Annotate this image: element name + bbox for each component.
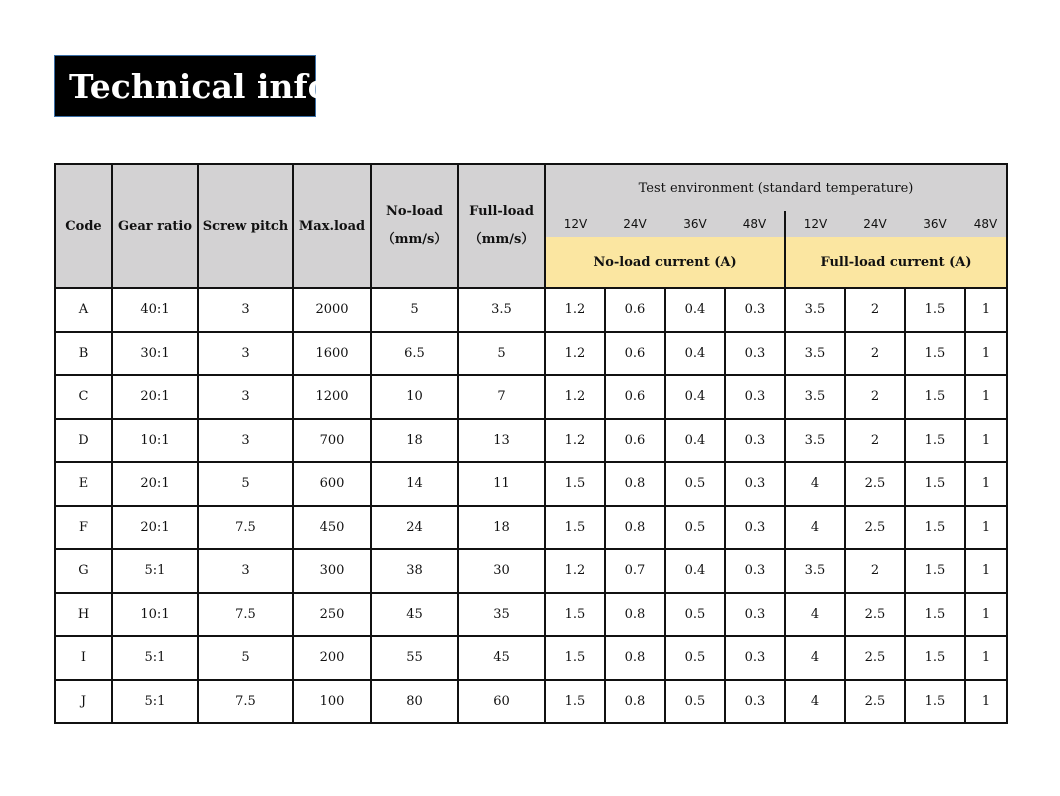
cell-no-load-speed: 80 — [371, 680, 458, 724]
header-test-environment: Test environment (standard temperature) — [545, 164, 1007, 211]
cell-no-load-current-24v: 0.8 — [605, 680, 665, 724]
cell-full-load-current-12v: 4 — [785, 506, 845, 550]
cell-no-load-current-12v: 1.2 — [545, 288, 605, 332]
cell-full-load-current-24v: 2 — [845, 375, 905, 419]
table-row — [55, 593, 1007, 637]
header-screw-pitch: Screw pitch — [198, 164, 293, 288]
cell-gear-ratio: 5:1 — [112, 636, 198, 680]
cell-gear-ratio: 20:1 — [112, 506, 198, 550]
cell-gear-ratio: 40:1 — [112, 288, 198, 332]
cell-screw-pitch: 3 — [198, 549, 293, 593]
cell-max-load: 1600 — [293, 332, 371, 376]
cell-gear-ratio: 5:1 — [112, 549, 198, 593]
cell-full-load-current-48v: 1 — [965, 636, 1007, 680]
cell-no-load-current-36v: 0.5 — [665, 462, 725, 506]
header-no-load-voltage: 36V — [665, 211, 725, 237]
cell-no-load-current-48v: 0.3 — [725, 462, 785, 506]
header-no-load-voltage: 48V — [725, 211, 785, 237]
header-no-load-unit: （mm/s） — [381, 232, 448, 247]
cell-no-load-current-36v: 0.4 — [665, 288, 725, 332]
cell-code: D — [55, 419, 112, 463]
cell-full-load-current-12v: 4 — [785, 636, 845, 680]
cell-no-load-speed: 38 — [371, 549, 458, 593]
cell-no-load-current-48v: 0.3 — [725, 419, 785, 463]
cell-full-load-current-36v: 1.5 — [905, 375, 965, 419]
header-no-load-current: No-load current (A) — [545, 237, 785, 288]
table-row — [55, 636, 1007, 680]
header-no-load — [371, 164, 458, 288]
cell-full-load-speed: 35 — [458, 593, 545, 637]
cell-gear-ratio: 10:1 — [112, 593, 198, 637]
cell-screw-pitch: 5 — [198, 636, 293, 680]
cell-no-load-current-36v: 0.5 — [665, 506, 725, 550]
technical-spec-table — [54, 163, 1008, 724]
header-no-load-label: No-load — [385, 204, 444, 219]
cell-full-load-current-48v: 1 — [965, 549, 1007, 593]
cell-full-load-current-36v: 1.5 — [905, 288, 965, 332]
header-no-load-voltage: 12V — [545, 211, 605, 237]
cell-no-load-current-24v: 0.6 — [605, 332, 665, 376]
cell-no-load-speed: 55 — [371, 636, 458, 680]
cell-code: E — [55, 462, 112, 506]
header-full-load-voltage: 48V — [965, 211, 1007, 237]
cell-no-load-speed: 5 — [371, 288, 458, 332]
cell-max-load: 450 — [293, 506, 371, 550]
cell-max-load: 250 — [293, 593, 371, 637]
header-full-load-unit: （mm/s） — [468, 232, 535, 247]
cell-no-load-current-48v: 0.3 — [725, 549, 785, 593]
cell-no-load-current-12v: 1.5 — [545, 506, 605, 550]
cell-screw-pitch: 3 — [198, 419, 293, 463]
cell-max-load: 600 — [293, 462, 371, 506]
header-no-load-voltage: 24V — [605, 211, 665, 237]
cell-max-load: 700 — [293, 419, 371, 463]
cell-full-load-current-24v: 2.5 — [845, 593, 905, 637]
cell-no-load-current-24v: 0.8 — [605, 636, 665, 680]
header-max-load: Max.load — [293, 164, 371, 288]
cell-no-load-current-48v: 0.3 — [725, 680, 785, 724]
cell-code: A — [55, 288, 112, 332]
table-row — [55, 549, 1007, 593]
cell-full-load-speed: 13 — [458, 419, 545, 463]
cell-no-load-current-12v: 1.2 — [545, 332, 605, 376]
cell-full-load-speed: 18 — [458, 506, 545, 550]
cell-gear-ratio: 10:1 — [112, 419, 198, 463]
cell-full-load-current-12v: 3.5 — [785, 419, 845, 463]
cell-full-load-current-48v: 1 — [965, 462, 1007, 506]
cell-screw-pitch: 5 — [198, 462, 293, 506]
cell-no-load-speed: 18 — [371, 419, 458, 463]
cell-no-load-current-12v: 1.5 — [545, 462, 605, 506]
cell-no-load-current-36v: 0.4 — [665, 375, 725, 419]
cell-no-load-current-12v: 1.2 — [545, 549, 605, 593]
cell-no-load-current-36v: 0.5 — [665, 636, 725, 680]
cell-full-load-current-12v: 4 — [785, 593, 845, 637]
cell-full-load-speed: 30 — [458, 549, 545, 593]
cell-no-load-current-36v: 0.4 — [665, 419, 725, 463]
cell-no-load-current-24v: 0.6 — [605, 419, 665, 463]
cell-no-load-current-36v: 0.4 — [665, 549, 725, 593]
cell-no-load-current-36v: 0.5 — [665, 680, 725, 724]
cell-full-load-current-36v: 1.5 — [905, 462, 965, 506]
cell-code: C — [55, 375, 112, 419]
header-full-load-voltage: 12V — [785, 211, 845, 237]
cell-full-load-current-48v: 1 — [965, 680, 1007, 724]
cell-code: F — [55, 506, 112, 550]
cell-no-load-current-12v: 1.5 — [545, 680, 605, 724]
cell-screw-pitch: 3 — [198, 288, 293, 332]
table-header — [55, 164, 1007, 288]
cell-no-load-current-12v: 1.5 — [545, 593, 605, 637]
cell-full-load-current-24v: 2.5 — [845, 506, 905, 550]
cell-full-load-current-12v: 3.5 — [785, 549, 845, 593]
table-body — [55, 288, 1007, 723]
cell-gear-ratio: 20:1 — [112, 462, 198, 506]
cell-full-load-current-36v: 1.5 — [905, 332, 965, 376]
cell-full-load-current-12v: 3.5 — [785, 288, 845, 332]
cell-full-load-current-12v: 3.5 — [785, 375, 845, 419]
header-full-load-voltage: 36V — [905, 211, 965, 237]
cell-full-load-current-24v: 2.5 — [845, 462, 905, 506]
cell-no-load-current-48v: 0.3 — [725, 506, 785, 550]
cell-no-load-current-48v: 0.3 — [725, 375, 785, 419]
cell-gear-ratio: 30:1 — [112, 332, 198, 376]
table-row — [55, 680, 1007, 724]
cell-full-load-current-36v: 1.5 — [905, 636, 965, 680]
cell-full-load-current-48v: 1 — [965, 375, 1007, 419]
cell-gear-ratio: 5:1 — [112, 680, 198, 724]
cell-code: B — [55, 332, 112, 376]
table-row — [55, 288, 1007, 332]
cell-screw-pitch: 7.5 — [198, 506, 293, 550]
cell-max-load: 200 — [293, 636, 371, 680]
cell-screw-pitch: 3 — [198, 375, 293, 419]
cell-no-load-speed: 14 — [371, 462, 458, 506]
cell-no-load-speed: 24 — [371, 506, 458, 550]
cell-no-load-speed: 45 — [371, 593, 458, 637]
cell-full-load-current-36v: 1.5 — [905, 506, 965, 550]
cell-no-load-speed: 10 — [371, 375, 458, 419]
cell-full-load-current-12v: 4 — [785, 680, 845, 724]
cell-full-load-current-48v: 1 — [965, 593, 1007, 637]
table-row — [55, 375, 1007, 419]
cell-gear-ratio: 20:1 — [112, 375, 198, 419]
cell-code: I — [55, 636, 112, 680]
cell-full-load-current-24v: 2.5 — [845, 680, 905, 724]
cell-full-load-speed: 45 — [458, 636, 545, 680]
table-row — [55, 332, 1007, 376]
cell-no-load-current-12v: 1.5 — [545, 636, 605, 680]
cell-max-load: 300 — [293, 549, 371, 593]
cell-screw-pitch: 7.5 — [198, 593, 293, 637]
cell-full-load-current-48v: 1 — [965, 332, 1007, 376]
cell-full-load-current-24v: 2 — [845, 419, 905, 463]
cell-full-load-speed: 3.5 — [458, 288, 545, 332]
cell-no-load-current-48v: 0.3 — [725, 332, 785, 376]
cell-full-load-current-48v: 1 — [965, 506, 1007, 550]
cell-no-load-current-36v: 0.4 — [665, 332, 725, 376]
header-full-load — [458, 164, 545, 288]
cell-full-load-current-36v: 1.5 — [905, 593, 965, 637]
cell-max-load: 1200 — [293, 375, 371, 419]
cell-no-load-current-48v: 0.3 — [725, 593, 785, 637]
header-full-load-label: Full-load — [469, 204, 534, 219]
cell-full-load-current-48v: 1 — [965, 419, 1007, 463]
cell-no-load-current-24v: 0.6 — [605, 288, 665, 332]
header-full-load-current: Full-load current (A) — [785, 237, 1007, 288]
page-title: Technical info — [54, 55, 316, 117]
cell-full-load-current-24v: 2 — [845, 288, 905, 332]
cell-code: G — [55, 549, 112, 593]
cell-no-load-current-48v: 0.3 — [725, 636, 785, 680]
cell-no-load-current-24v: 0.7 — [605, 549, 665, 593]
cell-full-load-speed: 11 — [458, 462, 545, 506]
cell-no-load-speed: 6.5 — [371, 332, 458, 376]
cell-full-load-current-24v: 2 — [845, 549, 905, 593]
cell-full-load-current-24v: 2 — [845, 332, 905, 376]
cell-no-load-current-24v: 0.8 — [605, 506, 665, 550]
cell-no-load-current-48v: 0.3 — [725, 288, 785, 332]
cell-full-load-current-36v: 1.5 — [905, 680, 965, 724]
cell-full-load-speed: 7 — [458, 375, 545, 419]
cell-no-load-current-24v: 0.8 — [605, 462, 665, 506]
table-row — [55, 462, 1007, 506]
cell-full-load-speed: 60 — [458, 680, 545, 724]
cell-no-load-current-12v: 1.2 — [545, 419, 605, 463]
cell-full-load-current-12v: 3.5 — [785, 332, 845, 376]
cell-screw-pitch: 7.5 — [198, 680, 293, 724]
cell-max-load: 2000 — [293, 288, 371, 332]
cell-screw-pitch: 3 — [198, 332, 293, 376]
header-code: Code — [55, 164, 112, 288]
cell-no-load-current-24v: 0.8 — [605, 593, 665, 637]
cell-code: J — [55, 680, 112, 724]
header-gear-ratio: Gear ratio — [112, 164, 198, 288]
table-row — [55, 506, 1007, 550]
cell-full-load-speed: 5 — [458, 332, 545, 376]
cell-no-load-current-12v: 1.2 — [545, 375, 605, 419]
cell-no-load-current-36v: 0.5 — [665, 593, 725, 637]
cell-code: H — [55, 593, 112, 637]
cell-no-load-current-24v: 0.6 — [605, 375, 665, 419]
cell-full-load-current-48v: 1 — [965, 288, 1007, 332]
cell-full-load-current-24v: 2.5 — [845, 636, 905, 680]
cell-full-load-current-36v: 1.5 — [905, 419, 965, 463]
header-full-load-voltage: 24V — [845, 211, 905, 237]
cell-full-load-current-12v: 4 — [785, 462, 845, 506]
cell-full-load-current-36v: 1.5 — [905, 549, 965, 593]
table-row — [55, 419, 1007, 463]
cell-max-load: 100 — [293, 680, 371, 724]
